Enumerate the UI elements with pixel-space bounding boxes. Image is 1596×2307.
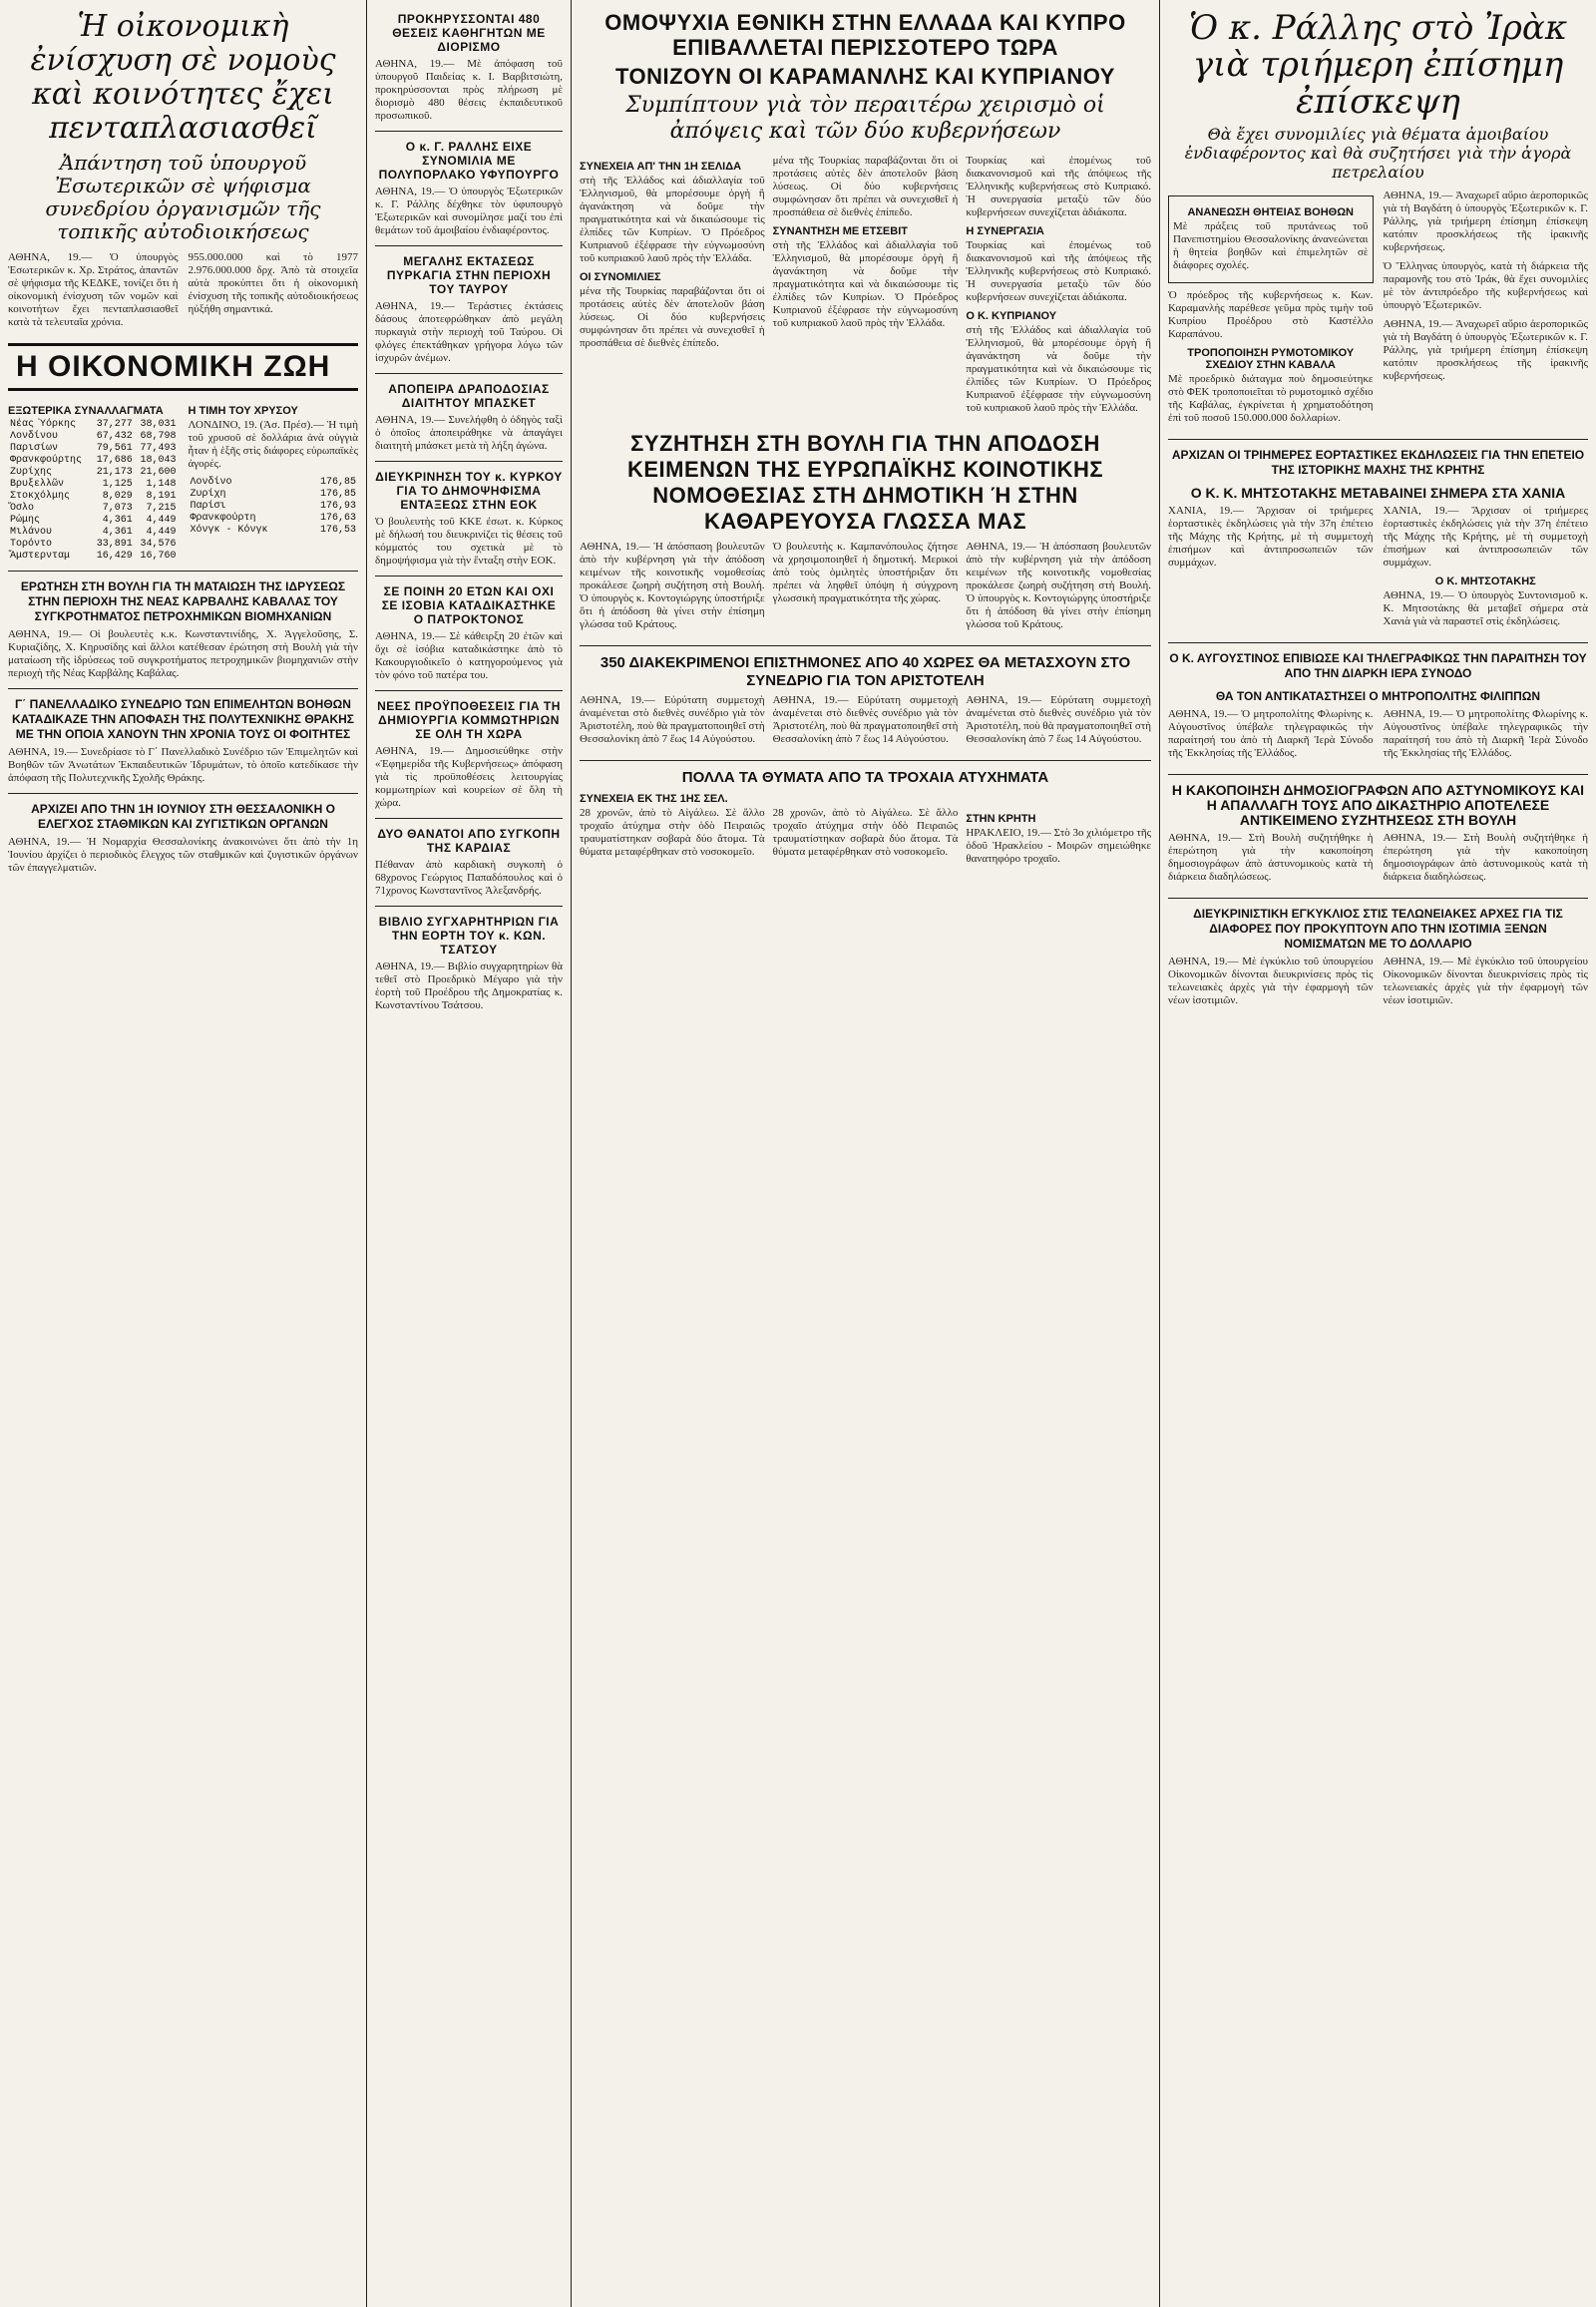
headline-augoustinos: Ο Κ. ΑΥΓΟΥΣΤΙΝΟΣ ΕΠΙΒΙΩΣΕ ΚΑΙ ΤΗΛΕΓΡΑΦΙΚΩΣ ΤΗΝ ΠΑΡΑΙΤΗΣΗ ΤΟΥ ΑΠΟ ΤΗΝ ΔΙΑΡΚΗ ΙΕΡΑ ΣΥΝΟΔΟ	[1169, 651, 1587, 680]
column-4	[1160, 0, 1596, 2307]
table-cell-value: 4,449	[146, 527, 177, 538]
subhead-talks: ΟΙ ΣΥΝΟΜΙΛΙΕΣ	[580, 271, 661, 283]
article-text: στὴ τῆς Ἑλλάδος καὶ ἀδιαλλαγία τοῦ Ἑλληνισμοῦ, θὰ μπορέσουμε ὀργὴ ἢ ἀγανάκτηση νὰ δοῦμε τὴν πραγματικότητα καὶ νὰ δικαιώσουμε τὶς ἐλπίδες τῶν Κυπρίων. Ὁ Πρόεδρος Κυπριανοῦ ἐξέφρασε τὴν εὐγνωμοσύνη τοῦ κυπριακοῦ λαοῦ πρὸς τὴν Ἑλλάδα.	[580, 175, 765, 264]
article-text: 28 χρονῶν, ἀπὸ τὸ Αἰγάλεω. Σὲ ἄλλο τροχαῖο ἀτύχημα στὴν ὁδὸ Πειραιῶς τραυματίστηκαν σοβαρὰ δύο ἄτομα. Τὰ θύματα μεταφέρθηκαν στὸ νοσοκομεῖο.	[772, 807, 959, 858]
headline-aristotle-conference: 350 ΔΙΑΚΕΚΡΙΜΕΝΟΙ ΕΠΙΣΤΗΜΟΝΕΣ ΑΠΟ 40 ΧΩΡΕΣ ΘΑ ΜΕΤΑΣΧΟΥΝ ΣΤΟ ΣΥΝΕΔΡΙΟ ΓΙΑ ΤΟΝ ΑΡΙΣΤΟΤΕΛΗ	[599, 654, 1131, 689]
headline-journalists: Η ΚΑΚΟΠΟΙΗΣΗ ΔΗΜΟΣΙΟΓΡΑΦΩΝ ΑΠΟ ΑΣΤΥΝΟΜΙΚΟΥΣ ΚΑΙ Η ΑΠΑΛΛΑΓΗ ΤΟΥΣ ΑΠΟ ΔΙΚΑΣΤΗΡΙΟ ΑΠΟΤΕΛΕΣΕ ΑΝΤΙΚΕΙΜΕΝΟ ΣΥΖΗΤΗΣΕΩΣ ΣΤΗ ΒΟΥΛΗ	[1171, 782, 1585, 828]
table-cell-label: Τορόντο	[10, 539, 53, 550]
table-cell-label: Ζυρίχη	[190, 489, 226, 500]
article-text: ΑΘΗΝΑ, 19.— Εὐρύτατη συμμετοχὴ ἀναμένεται στὸ διεθνὲς συνέδριο γιὰ τὸν Ἀριστοτέλη, ποὺ θὰ πραγματοποιηθεῖ στὴ Θεσσαλονίκη ἀπὸ 7 ἕως 14 Αὐγούστου.	[580, 694, 765, 745]
gold-table	[189, 477, 359, 537]
table-cell-label: Νέας Ὑόρκης	[10, 419, 77, 430]
article-text: στὴ τῆς Ἑλλάδος καὶ ἀδιαλλαγία τοῦ Ἑλληνισμοῦ, θὰ μπορέσουμε ὀργὴ ἢ ἀγανάκτηση νὰ δοῦμε τὴν πραγματικότητα καὶ νὰ δικαιώσουμε τὶς ἐλπίδες τῶν Κυπρίων. Ὁ Πρόεδρος Κυπριανοῦ ἐξέφρασε τὴν εὐγνωμοσύνη τοῦ κυπριακοῦ λαοῦ πρὸς τὴν Ἑλλάδα.	[772, 239, 959, 329]
divider	[580, 645, 1151, 646]
divider	[375, 245, 563, 246]
table-cell-value: 176,63	[319, 513, 356, 524]
article-local-government	[8, 251, 358, 335]
article-text: Ὁ Ἕλληνας ὑπουργὸς, κατὰ τὴ διάρκεια τῆς παραμονῆς του στὸ Ἰράκ, θὰ ἔχει συνομιλίες μὲ τὸν ἀντιπρόεδρο τῆς κυβερνήσεως καὶ ὑπουργὸ Ἐξωτερικῶν.	[1383, 260, 1588, 311]
headline-accidents: ΠΟΛΛΑ ΤΑ ΘΥΜΑΤΑ ΑΠΟ ΤΑ ΤΡΟΧΑΙΑ ΑΤΥΧΗΜΑΤΑ	[681, 769, 1049, 786]
article-text: ΑΘΗΝΑ, 19.— Ὁ μητροπολίτης Φλωρίνης κ. Αὐγουστῖνος ὑπέβαλε τηλεγραφικῶς τὴν παραίτησή του ἀπὸ τὴ Διαρκῆ Ἱερὰ Σύνοδο τῆς Ἐκκλησίας τῆς Ἑλλάδος.	[1168, 708, 1374, 759]
table-cell-label: Μιλάνου	[10, 527, 53, 538]
article-text: ΑΘΗΝΑ, 19.— Εὐρύτατη συμμετοχὴ ἀναμένεται στὸ διεθνὲς συνέδριο γιὰ τὸν Ἀριστοτέλη, ποὺ θὰ πραγματοποιηθεῖ στὴ Θεσσαλονίκη ἀπὸ 7 ἕως 14 Αὐγούστου.	[772, 694, 959, 745]
article-text: Τουρκίας καὶ ἐπομένως τοῦ διακανονισμοῦ καὶ τῆς ἀπόψεως τῆς Ἑλληνικῆς κυβερνήσεως στὸ Κυπριακό. Ἡ συνεργασία μεταξὺ τῶν δύο κυβερνήσεων συνεχίζεται ἀδιάκοπα.	[966, 155, 1152, 218]
table-cell-label: Ὄσλο	[10, 503, 35, 514]
article-text: Ὁ βουλευτὴς τοῦ ΚΚΕ ἐσωτ. κ. Κύρκος μὲ δήλωσή του διευκρινίζει τὶς θέσεις τοῦ κόμματός του σχετικὰ μὲ τὸ δημοψήφισμα γιὰ τὴν ἔνταξη στὴν ΕΟΚ.	[375, 516, 563, 567]
headline-unity-2: ΤΟΝΙΖΟΥΝ ΟΙ ΚΑΡΑΜΑΝΛΗΣ ΚΑΙ ΚΥΠΡΙΑΝΟΥ	[615, 64, 1115, 89]
headline-teacher-positions: ΠΡΟΚΗΡΥΣΣΟΝΤΑΙ 480 ΘΕΣΕΙΣ ΚΑΘΗΓΗΤΩΝ ΜΕ ΔΙΟΡΙΣΜΟ	[392, 12, 546, 54]
article-language	[580, 541, 1151, 637]
economy-tables	[8, 399, 358, 563]
article-text: ΑΘΗΝΑ, 19.— Ὁ μητροπολίτης Φλωρίνης κ. Αὐγουστῖνος ὑπέβαλε τηλεγραφικῶς τὴν παραίτησή του ἀπὸ τὴ Διαρκῆ Ἱερὰ Σύνοδο τῆς Ἐκκλησίας τῆς Ἑλλάδος.	[1383, 708, 1588, 759]
article-text: ΑΘΗΝΑ, 19.— Τεράστιες ἐκτάσεις δάσους ἀποτεφρώθηκαν ἀπὸ μεγάλη πυρκαγιὰ στὴν περιοχὴ τοῦ Ταύρου. Οἱ φλόγες ἐπεκτάθηκαν γρήγορα λόγω τῶν ἰσχυρῶν ἀνέμων.	[375, 300, 563, 364]
headline-kyrkos: ΔΙΕΥΚΡΙΝΗΣΗ ΤΟΥ κ. ΚΥΡΚΟΥ ΓΙΑ ΤΟ ΔΗΜΟΨΗΦΙΣΜΑ ΕΝΤΑΞΕΩΣ ΣΤΗΝ ΕΟΚ	[375, 470, 563, 512]
article-text: ΑΘΗΝΑ, 19.— Ἡ ἀπόσπαση βουλευτῶν ἀπὸ τὴν κυβέρνηση γιὰ τὴν ἀπόδοση κειμένων τῆς κοινοτικῆς νομοθεσίας προκάλεσε ζωηρὴ συζήτηση στὴ Βουλή. Ὁ ὑπουργὸς κ. Κοντογιώργης ὑποστήριξε ὅτι ἡ ἀπόδοση θὰ γίνει στὴν ἐπίσημη γλώσσα τοῦ Κράτους.	[580, 541, 765, 630]
table-cell-value: 176,85	[319, 477, 356, 488]
article-text: ΑΘΗΝΑ, 19.— Ὁ ὑπουργὸς Ἐξωτερικῶν κ. Γ. Ράλλης δέχθηκε τὸν ὑφυπουργὸ Ἐξωτερικῶν καὶ συνομίλησε μαζί του ἐπὶ θεμάτων τοῦ ἀμοιβαίου ἐνδιαφέροντος.	[375, 186, 563, 236]
subhead-cooperation: Η ΣΥΝΕΡΓΑΣΙΑ	[966, 225, 1044, 237]
table-cell-label: Λονδίνου	[10, 431, 59, 442]
box-assistants	[1168, 195, 1374, 283]
section-title-economy: Η ΟΙΚΟΝΟΜΙΚΗ ΖΩΗ	[8, 343, 358, 391]
table-cell-label: Ρώμης	[10, 515, 41, 526]
table-cell-value: 34,576	[140, 539, 177, 550]
article-text: Μὲ πράξεις τοῦ πρυτάνεως τοῦ Πανεπιστημίου Θεσσαλονίκης ἀνανεώνεται ἡ θητεία βοηθῶν καὶ ἐπιμελητῶν σὲ διάφορες σχολές.	[1173, 220, 1369, 271]
table-cell-value: 33,891	[96, 539, 133, 550]
article-bishop	[1168, 708, 1588, 766]
article-text: ΑΘΗΝΑ, 19.— Συνελήφθη ὁ ὀδηγὸς ταξὶ ὁ ὁποῖος ἀποπειράθηκε νὰ ἀπαγάγει διαιτητὴ μπάσκετ μετὰ τὴ λήξη ἀγώνα.	[375, 414, 563, 452]
article-text: ΑΘΗΝΑ, 19.— Ἀναχωρεῖ αὔριο ἀεροπορικῶς γιὰ τὴ Βαγδάτη ὁ ὑπουργὸς Ἐξωτερικῶν κ. Γ. Ράλλης, γιὰ τριήμερη ἐπίσημη ἐπίσκεψη κατόπιν προσκλήσεως τῆς ἰρακινῆς κυβερνήσεως.	[1383, 318, 1588, 382]
article-text: Ὁ βουλευτὴς κ. Καμπανόπουλος ζήτησε νὰ χρησιμοποιηθεῖ ἡ δημοτική. Μερικοὶ ἀπὸ τοὺς ὁμιλητὲς ὑποστήριξαν ὅτι πρέπει νὰ ληφθεῖ ὑπόψη ἡ σύγχρονη γλωσσικὴ πραγματικότητα τῆς χώρας.	[772, 541, 959, 604]
article-text: ΑΘΗΝΑ, 19.— Μὲ ἐγκύκλιο τοῦ ὑπουργείου Οἰκονομικῶν δίνονται διευκρινίσεις πρὸς τὶς τελωνειακὲς ἀρχὲς γιὰ τὴν ἐφαρμογὴ τῶν νέων ἰσοτιμιῶν.	[1168, 956, 1374, 1006]
article-text: ΑΘΗΝΑ, 19.— Στὴ Βουλὴ συζητήθηκε ἡ ἐπερώτηση γιὰ τὴν κακοποίηση δημοσιογράφων ἀπὸ ἀστυνομικοὺς κατὰ τὴ διάρκεια διαδηλώσεως.	[1383, 832, 1588, 883]
divider	[375, 373, 563, 374]
article-crete	[1168, 505, 1588, 634]
table-cell-label: Στοκχόλμης	[10, 491, 71, 502]
table-cell-value: 38,031	[140, 419, 177, 430]
gold-row	[189, 477, 359, 489]
divider	[1168, 898, 1588, 899]
article-text: ΑΘΗΝΑ, 19.— Ἡ ἀπόσπαση βουλευτῶν ἀπὸ τὴν κυβέρνηση γιὰ τὴν ἀπόδοση κειμένων τῆς κοινοτικῆς νομοθεσίας προκάλεσε ζωηρὴ συζήτηση στὴ Βουλή. Ὁ ὑπουργὸς κ. Κοντογιώργης ὑποστήριξε ὅτι ἡ ἀπόδοση θὰ γίνει στὴν ἐπίσημη γλώσσα τοῦ Κράτους.	[966, 541, 1152, 630]
article-text: 28 χρονῶν, ἀπὸ τὸ Αἰγάλεω. Σὲ ἄλλο τροχαῖο ἀτύχημα στὴν ὁδὸ Πειραιῶς τραυματίστηκαν σοβαρὰ δύο ἄτομα. Τὰ θύματα μεταφέρθηκαν στὸ νοσοκομεῖο.	[580, 807, 765, 858]
article-text: ΑΘΗΝΑ, 19.— Στὴ Βουλὴ συζητήθηκε ἡ ἐπερώτηση γιὰ τὴν κακοποίηση δημοσιογράφων ἀπὸ ἀστυνομικοὺς κατὰ τὴ διάρκεια διαδηλώσεως.	[1168, 832, 1374, 883]
article-text: μένα τῆς Τουρκίας παραβάζονται ὅτι οἱ προτάσεις αὐτὲς δὲν ἀποτελοῦν βάση λύσεως. Οἱ δύο κυβερνήσεις συμφώνησαν ὅτι πρέπει νὰ συνεχισθεῖ ἡ προσπάθεια σὲ διεθνὲς ἐπίπεδο.	[580, 285, 765, 349]
headline-rallis-meeting: Ο κ. Γ. ΡΑΛΛΗΣ ΕΙΧΕ ΣΥΝΟΜΙΛΙΑ ΜΕ ΠΟΛΥΠΟΡΛΑΚΟ ΥΦΥΠΟΥΡΓΟ	[378, 140, 560, 182]
fx-row	[8, 467, 179, 479]
article-journalists	[1168, 832, 1588, 890]
table-cell-value: 67,432	[96, 431, 133, 442]
article-text: μένα τῆς Τουρκίας παραβάζονται ὅτι οἱ προτάσεις αὐτὲς δὲν ἀποτελοῦν βάση λύσεως. Οἱ δύο κυβερνήσεις συμφώνησαν ὅτι πρέπει νὰ συνεχισθεῖ ἡ προσπάθεια σὲ διεθνὲς ἐπίπεδο.	[772, 155, 959, 218]
article-customs	[1168, 956, 1588, 1013]
fx-title: ΕΞΩΤΕΡΙΚΑ ΣΥΝΑΛΛΑΓΜΑΤΑ	[8, 405, 164, 417]
divider	[375, 131, 563, 132]
headline-thessaloniki-inspection: ΑΡΧΙΖΕΙ ΑΠΟ ΤΗΝ 1Η ΙΟΥΝΙΟΥ ΣΤΗ ΘΕΣΣΑΛΟΝΙΚΗ Ο ΕΛΕΓΧΟΣ ΣΤΑΘΜΙΚΩΝ ΚΑΙ ΖΥΓΙΣΤΙΚΩΝ ΟΡΓΑΝΩΝ	[31, 802, 335, 831]
subhead-local-government: Ἀπάντηση τοῦ ὑπουργοῦ Ἐσωτερικῶν σὲ ψήφισμα συνεδρίου ὀργανισμῶν τῆς τοπικῆς αὐτοδιοικήσεως	[45, 151, 321, 243]
divider	[375, 906, 563, 907]
divider	[8, 688, 358, 689]
table-cell-value: 18,043	[140, 455, 177, 466]
article-rallis	[1168, 190, 1588, 431]
fx-row	[8, 527, 179, 539]
article-accidents	[580, 807, 1151, 872]
table-cell-label: Ζυρίχης	[10, 467, 53, 478]
headline-tsatsos: ΒΙΒΛΙΟ ΣΥΓΧΑΡΗΤΗΡΙΩΝ ΓΙΑ ΤΗΝ ΕΟΡΤΗ ΤΟΥ κ. ΚΩΝ. ΤΣΑΤΣΟΥ	[378, 915, 560, 957]
divider	[375, 818, 563, 819]
headline-language-debate: ΣΥΖΗΤΗΣΗ ΣΤΗ ΒΟΥΛΗ ΓΙΑ ΤΗΝ ΑΠΟΔΟΣΗ ΚΕΙΜΕΝΩΝ ΤΗΣ ΕΥΡΩΠΑΪΚΗΣ ΚΟΙΝΟΤΙΚΗΣ ΝΟΜΟΘΕΣΙΑΣ ΣΤΗ ΔΗΜΟΤΙΚΗ Ή ΣΤΗΝ ΚΑΘΑΡΕΥΟΥΣΑ ΓΛΩΣΣΑ ΜΑΣ	[626, 431, 1104, 534]
divider	[1168, 642, 1588, 643]
article-text: ΑΘΗΝΑ, 19.— Εὐρύτατη συμμετοχὴ ἀναμένεται στὸ διεθνὲς συνέδριο γιὰ τὸν Ἀριστοτέλη, ποὺ θὰ πραγματοποιηθεῖ στὴ Θεσσαλονίκη ἀπὸ 7 ἕως 14 Αὐγούστου.	[966, 694, 1152, 745]
table-cell-label: Παρισίων	[10, 443, 59, 454]
fx-row	[8, 539, 179, 551]
table-cell-value: 37,277	[96, 419, 133, 430]
article-text: ΧΑΝΙΑ, 19.— Ἄρχισαν οἱ τριήμερες ἑορταστικὲς ἐκδηλώσεις γιὰ τὴν 37η ἐπέτειο τῆς Μάχης τῆς Κρήτης, μὲ τὴ συμμετοχὴ ἐπισήμων καὶ ἀντιπροσωπειῶν τῶν συμμάχων.	[1383, 505, 1588, 569]
article-unity	[580, 155, 1151, 421]
table-cell-value: 7,073	[102, 503, 133, 514]
headline-unity: ΟΜΟΨΥΧΙΑ ΕΘΝΙΚΗ ΣΤΗΝ ΕΛΛΑΔΑ ΚΑΙ ΚΥΠΡΟ ΕΠΙΒΑΛΛΕΤΑΙ ΠΕΡΙΣΣΟΤΕΡΟ ΤΩΡΑ	[604, 10, 1126, 60]
article-text: ΑΘΗΝΑ, 19.— Συνεδρίασε τὸ Γ΄ Πανελλαδικὸ Συνέδριο τῶν Ἐπιμελητῶν καὶ Βοηθῶν τῶν Ἀνωτάτων Ἐκπαιδευτικῶν Ἱδρυμάτων, τὸ ὁποῖο κατεδίκασε τὴν ἀπόφαση τῆς Πολυτεχνικῆς Σχολῆς Θράκης.	[8, 746, 358, 784]
headline-crete-anniversary: ΑΡΧΙΖΑΝ ΟΙ ΤΡΙΗΜΕΡΕΣ ΕΟΡΤΑΣΤΙΚΕΣ ΕΚΔΗΛΩΣΕΙΣ ΓΙΑ ΤΗΝ ΕΠΕΤΕΙΟ ΤΗΣ ΙΣΤΟΡΙΚΗΣ ΜΑΧΗΣ ΤΗΣ ΚΡΗΤΗΣ	[1171, 448, 1585, 477]
headline-sentence: ΣΕ ΠΟΙΝΗ 20 ΕΤΩΝ ΚΑΙ ΟΧΙ ΣΕ ΙΣΟΒΙΑ ΚΑΤΑΔΙΚΑΣΤΗΚΕ Ο ΠΑΤΡΟΚΤΟΝΟΣ	[381, 584, 557, 626]
table-cell-value: 79,561	[96, 443, 133, 454]
headline-fire: ΜΕΓΑΛΗΣ ΕΚΤΑΣΕΩΣ ΠΥΡΚΑΓΙΑ ΣΤΗΝ ΠΕΡΙΟΧΗ ΤΟΥ ΤΑΥΡΟΥ	[386, 254, 552, 296]
table-cell-value: 176,85	[319, 489, 356, 500]
subhead-mitsotakis: Ο Κ. ΜΗΤΣΟΤΑΚΗΣ	[1434, 576, 1536, 587]
fx-table	[8, 419, 179, 563]
article-aristotle	[580, 694, 1151, 752]
fx-row	[8, 515, 179, 527]
column-3	[572, 0, 1160, 2307]
table-cell-value: 16,429	[96, 551, 133, 562]
article-text: ΗΡΑΚΛΕΙΟ, 19.— Στὸ 3ο χιλιόμετρο τῆς ὁδοῦ Ἡρακλείου - Μοιρῶν σημειώθηκε θανατηφόρο τροχαῖο.	[966, 827, 1152, 865]
table-cell-label: Χόνγκ - Κόνγκ	[190, 525, 268, 536]
headline-hairdressers: ΝΕΕΣ ΠΡΟΫΠΟΘΕΣΕΙΣ ΓΙΑ ΤΗ ΔΗΜΙΟΥΡΓΙΑ ΚΟΜΜΩΤΗΡΙΩΝ ΣΕ ΟΛΗ ΤΗ ΧΩΡΑ	[377, 699, 561, 741]
table-cell-label: Βρυξελλῶν	[10, 479, 65, 490]
article-text: στὴ τῆς Ἑλλάδος καὶ ἀδιαλλαγία τοῦ Ἑλληνισμοῦ, θὰ μπορέσουμε ὀργὴ ἢ ἀγανάκτηση νὰ δοῦμε τὴν πραγματικότητα καὶ νὰ δικαιώσουμε τὶς ἐλπίδες τῶν Κυπρίων. Ὁ Πρόεδρος Κυπριανοῦ ἐξέφρασε τὴν εὐγνωμοσύνη τοῦ κυπριακοῦ λαοῦ πρὸς τὴν Ἑλλάδα.	[966, 324, 1152, 414]
table-cell-value: 1,148	[146, 479, 177, 490]
fx-row	[8, 419, 179, 431]
column-2	[367, 0, 572, 2307]
article-text: Ὁ πρόεδρος τῆς κυβερνήσεως κ. Κων. Καραμανλὴς παρέθεσε γεῦμα πρὸς τιμὴν τοῦ Κυπρίου Προέδρου στὸ Καστέλλο Καραπάνου.	[1168, 289, 1374, 340]
divider	[8, 571, 358, 572]
fx-row	[8, 443, 179, 455]
article-text: ΑΘΗΝΑ, 19.— Οἱ βουλευτὲς κ.κ. Κωνσταντινίδης, Χ. Ἀγγελοῦσης, Σ. Κυριαζίδης, Χ. Κηρυσίδης καὶ ἄλλοι κατέθεσαν ἐρώτηση στὴ Βουλὴ γιὰ τὴν ματαίωση τῆς ἱδρύσεως τοῦ συγκροτήματος πετροχημικῶν βιομηχανιῶν στὴν περιοχὴ τῆς Νέας Καρβάλης Καβάλας.	[8, 628, 358, 679]
fx-row	[8, 479, 179, 491]
divider	[375, 690, 563, 691]
headline-customs: ΔΙΕΥΚΡΙΝΙΣΤΙΚΗ ΕΓΚΥΚΛΙΟΣ ΣΤΙΣ ΤΕΛΩΝΕΙΑΚΕΣ ΑΡΧΕΣ ΓΙΑ ΤΙΣ ΔΙΑΦΟΡΕΣ ΠΟΥ ΠΡΟΚΥΠΤΟΥΝ ΑΠΟ ΤΗΝ ΙΣΟΤΙΜΙΑ ΞΕΝΩΝ ΝΟΜΙΣΜΑΤΩΝ ΜΕ ΤΟ ΔΟΛΛΑΡΙΟ	[1193, 907, 1563, 951]
gold-row	[189, 525, 359, 537]
article-text: ΑΘΗΝΑ, 19.— Βιβλίο συγχαρητηρίων θὰ τεθεῖ στὸ Προεδρικὸ Μέγαρο γιὰ τὴν ἑορτὴ τοῦ Προέδρου τῆς Δημοκρατίας κ. Κωνσταντίνου Τσάτσου.	[375, 961, 563, 1011]
box-headline: ΑΝΑΝΕΩΣΗ ΘΗΤΕΙΑΣ ΒΟΗΘΩΝ	[1187, 206, 1354, 218]
table-cell-value: 7,215	[146, 503, 177, 514]
table-cell-value: 17,686	[96, 455, 133, 466]
article-text: ΑΘΗΝΑ, 19.— Ὁ ὑπουργὸς Ἐσωτερικῶν κ. Χρ. Στράτος, ἀπαντῶν σὲ ψήφισμα τῆς ΚΕΔΚΕ, τονίζει ὅτι ἡ οἰκονομικὴ ἐνίσχυση τῶν νομῶν καὶ κοινοτήτων ἔχει πενταπλασιασθεῖ κατὰ τὰ τελευταῖα χρόνια.	[8, 251, 179, 328]
table-cell-label: Ἄμστερνταμ	[10, 551, 71, 562]
table-cell-label: Λονδίνο	[190, 477, 232, 488]
table-cell-value: 8,191	[146, 491, 177, 502]
article-text: ΧΑΝΙΑ, 19.— Ἄρχισαν οἱ τριήμερες ἑορταστικὲς ἐκδηλώσεις γιὰ τὴν 37η ἐπέτειο τῆς Μάχης τῆς Κρήτης, μὲ τὴ συμμετοχὴ ἐπισήμων καὶ ἀντιπροσωπειῶν τῶν συμμάχων.	[1168, 505, 1374, 569]
article-text: Πέθαναν ἀπὸ καρδιακὴ συγκοπὴ ὁ 68χρονος Γεώργιος Παπαδόπουλος καὶ ὁ 71χρονος Κωνσταντῖνος Ἀλεξανδρής.	[375, 859, 563, 897]
subhead-ecevit: ΣΥΝΑΝΤΗΣΗ ΜΕ ΕΤΣΕΒΙΤ	[772, 225, 908, 237]
article-text: Μὲ προεδρικὸ διάταγμα ποὺ δημοσιεύτηκε στὸ ΦΕΚ τροποποιεῖται τὸ ρυμοτομικὸ σχέδιο τῆς Καβάλας, ἐγκρίνεται ἡ χρηματοδότηση ἐπὶ τοῦ ποσοῦ 150.000.000 δολλαρίων.	[1168, 373, 1374, 424]
subhead-unity: Συμπίπτουν γιὰ τὸν περαιτέρω χειρισμὸ οἱ ἀπόψεις καὶ τῶν δύο κυβερνήσεων	[625, 93, 1105, 144]
table-cell-label: Φρανκφούρτη	[190, 513, 256, 524]
headline-kavala-plan: ΤΡΟΠΟΠΟΙΗΣΗ ΡΥΜΟΤΟΜΙΚΟΥ ΣΧΕΔΙΟΥ ΣΤΗΝ ΚΑΒΑΛΑ	[1187, 347, 1355, 371]
table-cell-value: 176,53	[319, 525, 356, 536]
headline-local-government: Ἡ οἰκονομικὴ ἐνίσχυση σὲ νομοὺς καὶ κοινότητες ἔχει πενταπλασιασθεῖ	[30, 9, 336, 146]
fx-row	[8, 551, 179, 563]
divider	[375, 576, 563, 577]
table-cell-label: Φρανκφούρτης	[10, 455, 83, 466]
headline-referee: ΑΠΟΠΕΙΡΑ ΔΡΑΠΟΔΟΣΙΑΣ ΔΙΑΙΤΗΤΟΥ ΜΠΑΣΚΕΤ	[388, 382, 550, 410]
table-cell-value: 21,173	[96, 467, 133, 478]
headline-petrochemical: ΕΡΩΤΗΣΗ ΣΤΗ ΒΟΥΛΗ ΓΙΑ ΤΗ ΜΑΤΑΙΩΣΗ ΤΗΣ ΙΔΡΥΣΕΩΣ ΣΤΗΝ ΠΕΡΙΟΧΗ ΤΗΣ ΝΕΑΣ ΚΑΡΒΑΛΗΣ ΚΑΒΑΛΑΣ ΤΟΥ ΣΥΓΚΡΟΤΗΜΑΤΟΣ ΠΕΤΡΟΧΗΜΙΚΩΝ ΒΙΟΜΗΧΑΝΙΩΝ	[20, 579, 346, 623]
table-cell-value: 8,029	[102, 491, 133, 502]
continued-kicker: ΣΥΝΕΧΕΙΑ ΕΚ ΤΗΣ 1ΗΣ ΣΕΛ.	[580, 793, 728, 805]
article-text: 955.000.000 καὶ τὸ 1977 2.976.000.000 δρχ. Ἀπὸ τὰ στοιχεῖα αὐτὰ προκύπτει ὅτι ἡ οἰκονομικὴ ἐνίσχυση τῆς τοπικῆς αὐτοδιοικήσεως ηὐξήθη σημαντικά.	[188, 251, 358, 315]
fx-row	[8, 455, 179, 467]
table-cell-value: 16,760	[140, 551, 177, 562]
table-cell-value: 77,493	[140, 443, 177, 454]
subhead-crete: ΣΤΗΝ ΚΡΗΤΗ	[966, 813, 1036, 825]
headline-rallis-iraq: Ὁ κ. Ράλλης στὸ Ἰρὰκ γιὰ τριήμερη ἐπίσημη ἐπίσκεψη	[1188, 8, 1568, 122]
table-cell-value: 1,125	[102, 479, 133, 490]
fx-row	[8, 491, 179, 503]
article-text: ΑΘΗΝΑ, 19.— Σὲ κάθειρξη 20 ἐτῶν καὶ ὄχι σὲ ἰσόβια καταδικάστηκε ἀπὸ τὸ Κακουργιοδικεῖο ὁ κατηγορούμενος γιὰ τὸν φόνο τοῦ πατέρα του.	[375, 630, 563, 681]
table-cell-value: 4,361	[102, 527, 133, 538]
article-text: ΑΘΗΝΑ, 19.— Δημοσιεύθηκε στὴν «Ἐφημερίδα τῆς Κυβερνήσεως» ἀπόφαση γιὰ τὶς προϋποθέσεις λειτουργίας κομμωτηρίων καὶ κουρείων σὲ ὅλη τὴ χώρα.	[375, 745, 563, 809]
article-text: ΑΘΗΝΑ, 19.— Μὲ ἀπόφαση τοῦ ὑπουργοῦ Παιδείας κ. Ι. Βαρβιτσιώτη, προκηρύσσονται πρὸς πλήρωση μὲ διορισμὸ 480 θέσεις ἐκπαιδευτικοῦ προσωπικοῦ.	[375, 58, 563, 122]
fx-row	[8, 431, 179, 443]
article-text: ΑΘΗΝΑ, 19.— Μὲ ἐγκύκλιο τοῦ ὑπουργείου Οἰκονομικῶν δίνονται διευκρινίσεις πρὸς τὶς τελωνειακὲς ἀρχὲς γιὰ τὴν ἐφαρμογὴ τῶν νέων ἰσοτιμιῶν.	[1383, 956, 1588, 1006]
article-text: ΑΘΗΝΑ, 19.— Ἀναχωρεῖ αὔριο ἀεροπορικῶς γιὰ τὴ Βαγδάτη ὁ ὑπουργὸς Ἐξωτερικῶν κ. Γ. Ράλλης, γιὰ τριήμερη ἐπίσημη ἐπίσκεψη κατόπιν προσκλήσεως τῆς ἰρακινῆς κυβερνήσεως.	[1383, 190, 1588, 253]
divider	[1168, 774, 1588, 775]
fx-row	[8, 503, 179, 515]
article-text: Τουρκίας καὶ ἐπομένως τοῦ διακανονισμοῦ καὶ τῆς ἀπόψεως τῆς Ἑλληνικῆς κυβερνήσεως στὸ Κυπριακό. Ἡ συνεργασία μεταξὺ τῶν δύο κυβερνήσεων συνεχίζεται ἀδιάκοπα.	[966, 239, 1152, 303]
divider	[580, 760, 1151, 761]
continued-kicker: ΣΥΝΕΧΕΙΑ ΑΠ' ΤΗΝ 1Η ΣΕΛΙΔΑ	[580, 161, 742, 173]
column-1	[0, 0, 367, 2307]
headline-assistants-congress: Γ΄ ΠΑΝΕΛΛΑΔΙΚΟ ΣΥΝΕΔΡΙΟ ΤΩΝ ΕΠΙΜΕΛΗΤΩΝ ΒΟΗΘΩΝ ΚΑΤΑΔΙΚΑΖΕ ΤΗΝ ΑΠΟΦΑΣΗ ΤΗΣ ΠΟΛΥΤΕΧΝΙΚΗΣ ΘΡΑΚΗΣ ΜΕ ΤΗΝ ΟΠΟΙΑ ΧΑΝΟΥΝ ΤΗΝ ΧΡΟΝΙΑ ΤΟΥΣ ΟΙ ΦΟΙΤΗΤΕΣ	[12, 697, 354, 741]
headline-mitsotakis: Ο Κ. Κ. ΜΗΤΣΟΤΑΚΗΣ ΜΕΤΑΒΑΙΝΕΙ ΣΗΜΕΡΑ ΣΤΑ ΧΑΝΙΑ	[1190, 485, 1566, 501]
headline-philippi: ΘΑ ΤΟΝ ΑΝΤΙΚΑΤΑΣΤΗΣΕΙ Ο ΜΗΤΡΟΠΟΛΙΤΗΣ ΦΙΛΙΠΠΩΝ	[1215, 689, 1541, 703]
table-cell-value: 176,93	[319, 501, 356, 512]
divider	[8, 793, 358, 794]
divider	[1168, 439, 1588, 440]
gold-row	[189, 489, 359, 501]
gold-title: Η ΤΙΜΗ ΤΟΥ ΧΡΥΣΟΥ	[188, 405, 298, 417]
table-cell-value: 4,361	[102, 515, 133, 526]
subhead-kyprianou: Ο Κ. ΚΥΠΡΙΑΝΟΥ	[966, 310, 1057, 322]
table-cell-value: 68,798	[140, 431, 177, 442]
table-cell-label: Παρίσι	[190, 501, 226, 512]
gold-row	[189, 501, 359, 513]
subhead-rallis-iraq: Θὰ ἔχει συνομιλίες γιὰ θέματα ἀμοιβαίου ἐνδιαφέροντος καὶ θὰ συζητήσει γιὰ τὴν ἀγορὰ πετρελαίου	[1184, 125, 1572, 182]
gold-text: ΛΟΝΔΙΝΟ, 19. (Ἀσ. Πρέσ).— Ἡ τιμὴ τοῦ χρυσοῦ σὲ δολλάρια ἀνὰ οὐγγιὰ ἦταν ἡ ἑξῆς στὶς διάφορες εὐρωπαϊκὲς ἀγορές.	[188, 419, 358, 470]
divider	[375, 461, 563, 462]
gold-row	[189, 513, 359, 525]
table-cell-value: 4,449	[146, 515, 177, 526]
article-text: ΑΘΗΝΑ, 19.— Ὁ ὑπουργὸς Συντονισμοῦ κ. Κ. Μητσοτάκης θὰ μεταβεῖ σήμερα στὰ Χανιὰ γιὰ νὰ παραστεῖ στὶς ἐκδηλώσεις.	[1383, 589, 1588, 627]
headline-deaths: ΔΥΟ ΘΑΝΑΤΟΙ ΑΠΟ ΣΥΓΚΟΠΗ ΤΗΣ ΚΑΡΔΙΑΣ	[377, 827, 561, 855]
article-text: ΑΘΗΝΑ, 19.— Ἡ Νομαρχία Θεσσαλονίκης ἀνακοινώνει ὅτι ἀπὸ τὴν 1η Ἰουνίου ἀρχίζει ὁ περιοδικὸς ἔλεγχος τῶν σταθμικῶν καὶ ζυγιστικῶν ὀργάνων τῶν ἐπαγγελματιῶν.	[8, 836, 358, 874]
table-cell-value: 21,600	[140, 467, 177, 478]
